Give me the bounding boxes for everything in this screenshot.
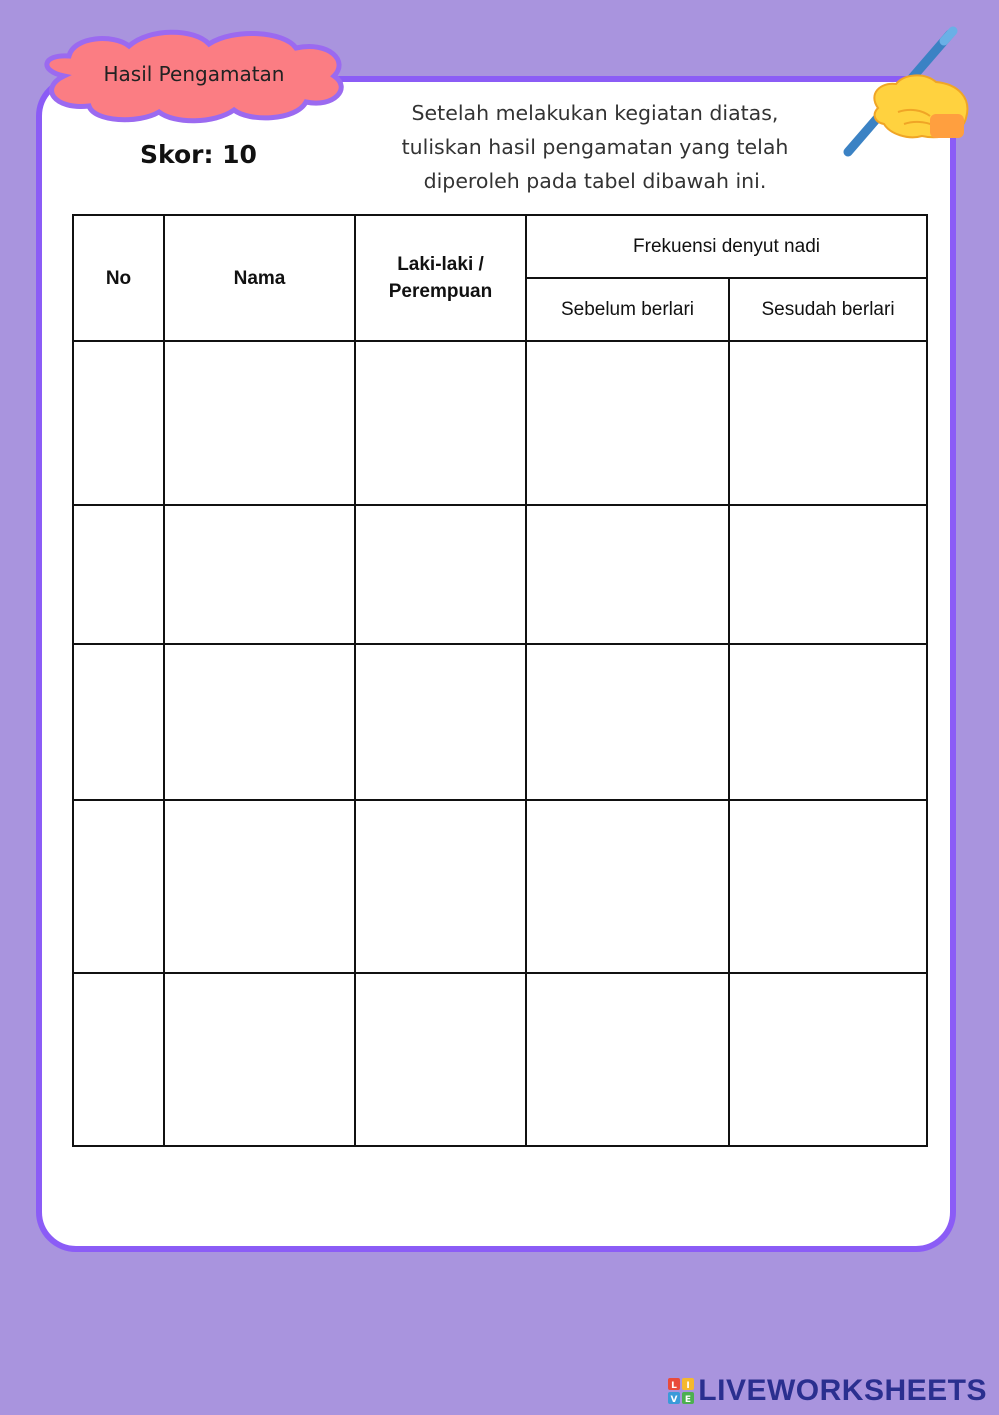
logo-letter: L [671,1381,678,1391]
instructions-line: diperoleh pada tabel dibawah ini. [423,169,767,193]
table-cell[interactable] [526,973,729,1146]
logo-wordmark: LIVEWORKSHEETS [698,1374,987,1407]
table-cell[interactable] [355,800,526,973]
column-header-after: Sesudah berlari [729,278,927,341]
column-header-nama: Nama [164,215,355,341]
logo-letter: V [670,1395,678,1404]
table-cell[interactable] [526,341,729,505]
liveworksheets-logo[interactable] [668,1373,987,1409]
column-header-before: Sebelum berlari [526,278,729,341]
table-cell[interactable] [729,800,927,973]
table-cell[interactable] [526,505,729,644]
table-cell[interactable] [729,973,927,1146]
table-cell[interactable] [729,644,927,800]
table-row [73,341,927,505]
table-cell[interactable] [355,644,526,800]
instructions-text [380,96,810,198]
column-header-pulse-group: Frekuensi denyut nadi [526,215,927,278]
table-cell[interactable] [355,505,526,644]
table-cell[interactable] [164,505,355,644]
table-row [73,644,927,800]
logo-letter: E [685,1395,692,1404]
column-header-gender: Laki-laki / Perempuan [355,215,526,341]
table-row [73,800,927,973]
table-cell[interactable] [729,341,927,505]
table-cell[interactable] [355,341,526,505]
table-row [73,505,927,644]
table-cell[interactable] [526,800,729,973]
table-cell[interactable] [164,341,355,505]
score-label: Skor: 10 [140,140,257,169]
observation-table [72,214,928,1147]
table-cell[interactable] [164,644,355,800]
table-row [73,973,927,1146]
column-header-no: No [73,215,164,341]
table-cell[interactable] [73,505,164,644]
writing-hand-icon [838,24,970,160]
instructions-line: tuliskan hasil pengamatan yang telah [401,135,789,159]
table-cell[interactable] [73,341,164,505]
title-badge-label: Hasil Pengamatan [103,62,285,86]
table-cell[interactable] [355,973,526,1146]
liveworksheets-logo-icon [668,1378,694,1404]
table-cell[interactable] [729,505,927,644]
logo-letter: I [686,1381,690,1391]
table-cell[interactable] [526,644,729,800]
instructions-line: Setelah melakukan kegiatan diatas, [411,101,779,125]
table-cell[interactable] [73,973,164,1146]
table-cell[interactable] [73,644,164,800]
table-cell[interactable] [73,800,164,973]
table-cell[interactable] [164,800,355,973]
table-cell[interactable] [164,973,355,1146]
